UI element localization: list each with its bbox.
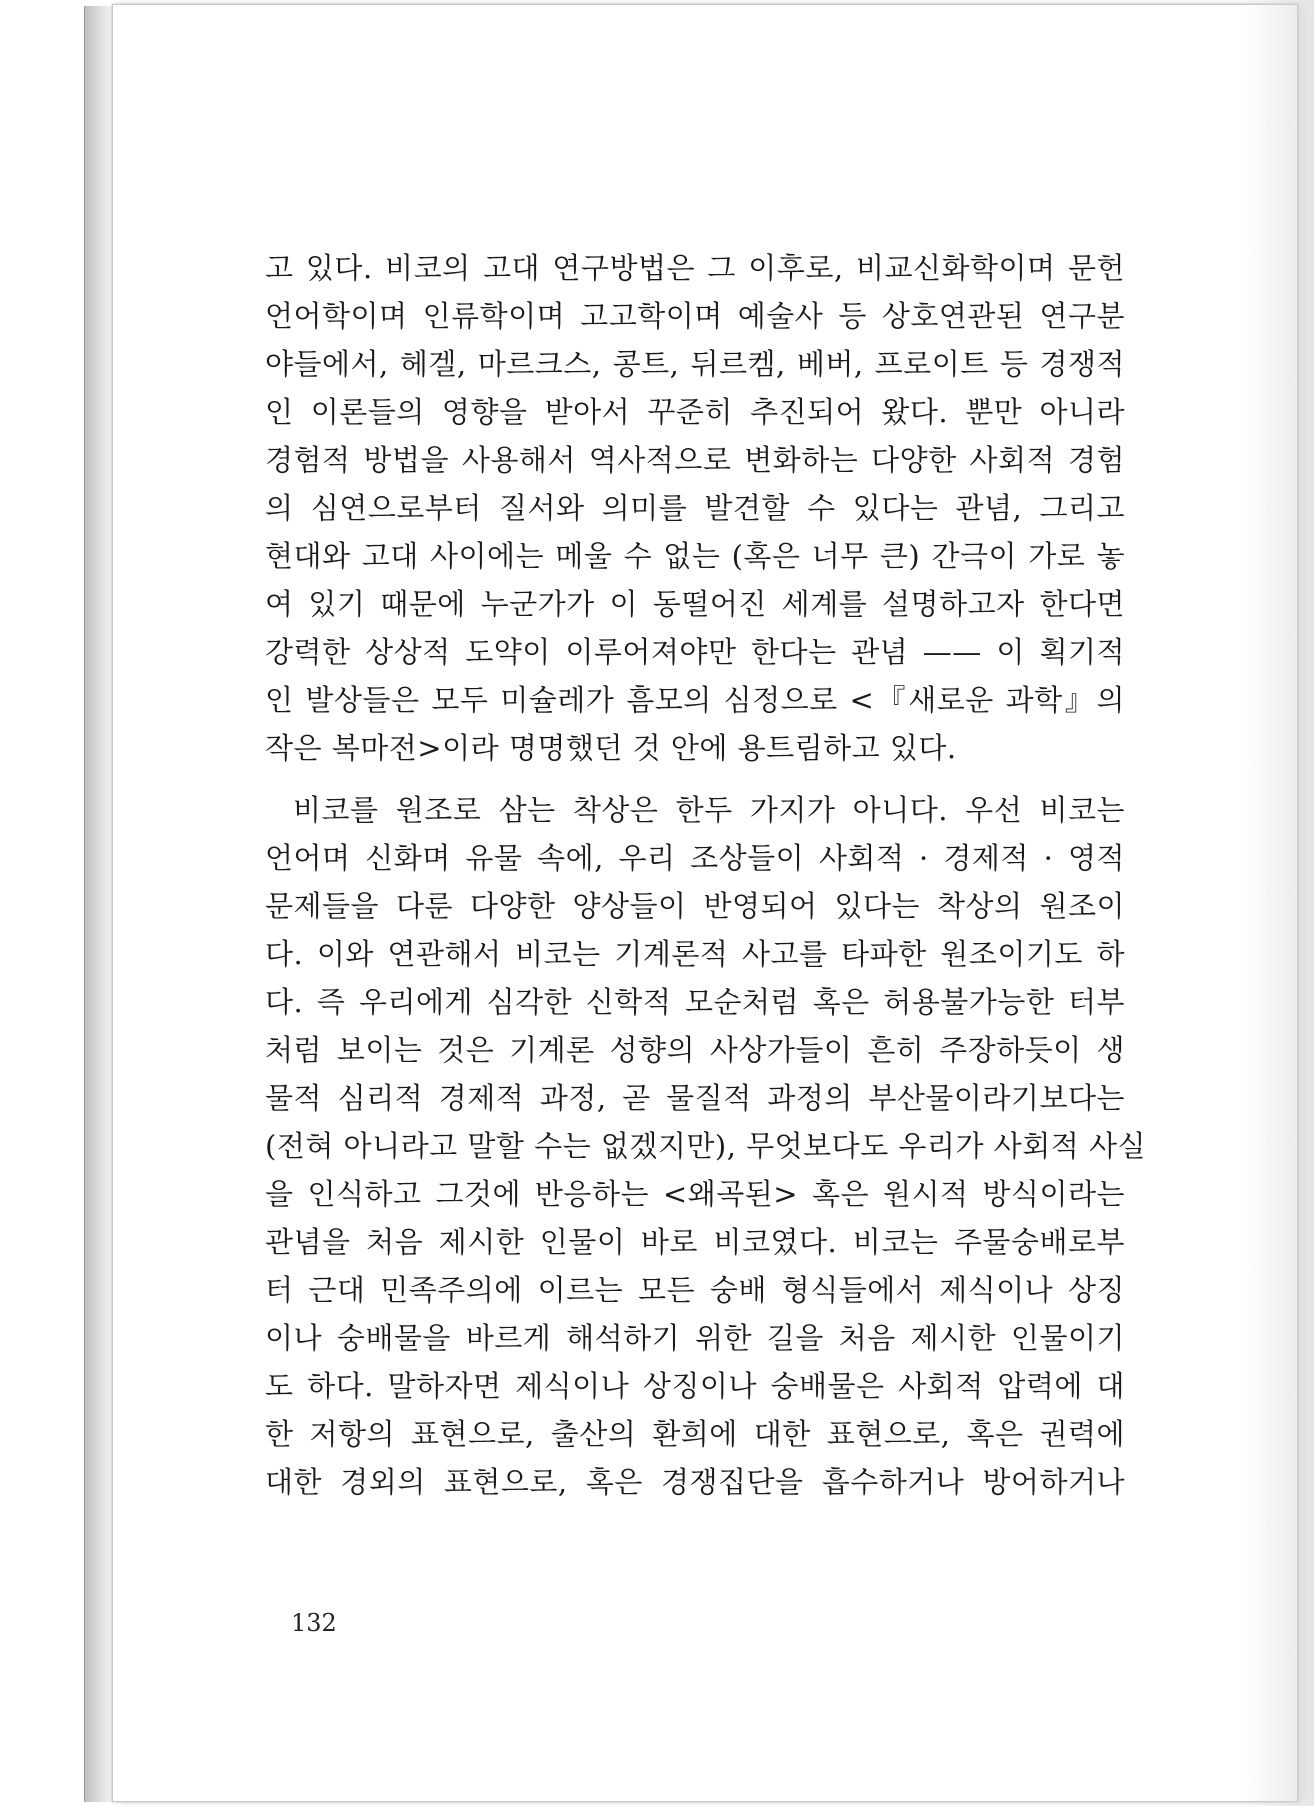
- paragraph-gap: [265, 772, 1125, 786]
- text-line: 물적 심리적 경제적 과정, 곧 물질적 과정의 부산물이라기보다는: [265, 1081, 1125, 1115]
- page-number: 132: [291, 1609, 337, 1637]
- text-line: 처럼 보이는 것은 기계론 성향의 사상가들이 흔히 주장하듯이 생: [265, 1033, 1125, 1067]
- text-line: 인 이론들의 영향을 받아서 꾸준히 추진되어 왔다. 뿐만 아니라: [265, 395, 1125, 429]
- text-line: 현대와 고대 사이에는 메울 수 없는 (혹은 너무 큰) 간극이 가로 놓: [265, 539, 1125, 573]
- text-line: 야들에서, 헤겔, 마르크스, 콩트, 뒤르켐, 베버, 프로이트 등 경쟁적: [265, 347, 1125, 381]
- text-line: 다. 즉 우리에게 심각한 신학적 모순처럼 혹은 허용불가능한 터부: [265, 985, 1125, 1019]
- text-line: 다. 이와 연관해서 비코는 기계론적 사고를 타파한 원조이기도 하: [265, 937, 1125, 971]
- paragraph: [265, 244, 1125, 772]
- text-line: 작은 복마전>이라 명명했던 것 안에 용트림하고 있다.: [265, 731, 957, 765]
- text-line: 터 근대 민족주의에 이르는 모든 숭배 형식들에서 제식이나 상징: [265, 1273, 1125, 1307]
- text-line: 문제들을 다룬 다양한 양상들이 반영되어 있다는 착상의 원조이: [265, 889, 1125, 923]
- text-line: 강력한 상상적 도약이 이루어져야만 한다는 관념 —— 이 획기적: [265, 635, 1125, 669]
- text-line: 비코를 원조로 삼는 착상은 한두 가지가 아니다. 우선 비코는: [293, 793, 1125, 827]
- text-line: 여 있기 때문에 누군가가 이 동떨어진 세계를 설명하고자 한다면: [265, 587, 1125, 621]
- text-line: 대한 경외의 표현으로, 혹은 경쟁집단을 흡수하거나 방어하거나: [265, 1465, 1125, 1499]
- text-line: 고 있다. 비코의 고대 연구방법은 그 이후로, 비교신화학이며 문헌: [265, 251, 1125, 285]
- text-line: 관념을 처음 제시한 인물이 바로 비코였다. 비코는 주물숭배로부: [265, 1225, 1125, 1259]
- text-line: 언어며 신화며 유물 속에, 우리 조상들이 사회적 · 경제적 · 영적: [265, 841, 1125, 875]
- text-line: 한 저항의 표현으로, 출산의 환희에 대한 표현으로, 혹은 권력에: [265, 1417, 1125, 1451]
- text-line: 의 심연으로부터 질서와 의미를 발견할 수 있다는 관념, 그리고: [265, 491, 1125, 525]
- text-line: 이나 숭배물을 바르게 해석하기 위한 길을 처음 제시한 인물이기: [265, 1321, 1125, 1355]
- text-line: 언어학이며 인류학이며 고고학이며 예술사 등 상호연관된 연구분: [265, 299, 1125, 333]
- body-text: [265, 244, 1146, 1506]
- text-line: 도 하다. 말하자면 제식이나 상징이나 숭배물은 사회적 압력에 대: [265, 1369, 1125, 1403]
- text-line: (전혀 아니라고 말할 수는 없겠지만), 무엇보다도 우리가 사회적 사실: [265, 1129, 1146, 1163]
- text-line: 인 발상들은 모두 미슐레가 흠모의 심정으로 <『새로운 과학』의: [265, 683, 1125, 717]
- text-line: 경험적 방법을 사용해서 역사적으로 변화하는 다양한 사회적 경험: [265, 443, 1125, 477]
- text-line: 을 인식하고 그것에 반응하는 <왜곡된> 혹은 원시적 방식이라는: [265, 1177, 1125, 1211]
- paragraph: [265, 786, 1146, 1506]
